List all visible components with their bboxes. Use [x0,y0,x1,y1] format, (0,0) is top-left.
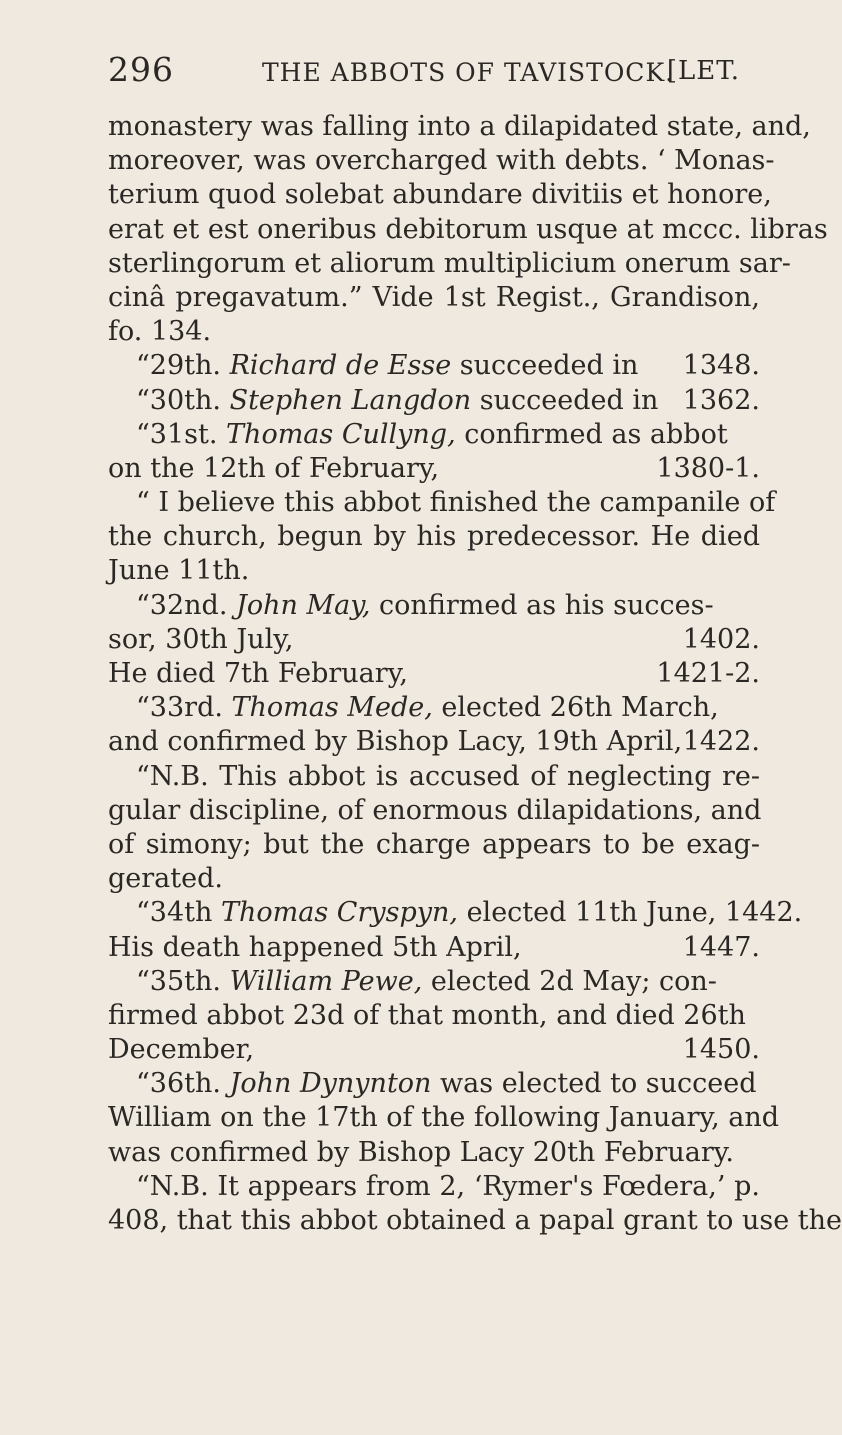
entry-detail: elected 26th March, [441,692,719,724]
abbot-entry-31 [108,418,760,452]
text-line: “N.B. It appears from 2, ‘Rymer's Fœdera,’ p. [136,1170,760,1202]
entry-year: 1380-1. [656,452,760,484]
text-line [108,1033,760,1067]
entry-text [136,384,658,418]
entry-detail: succeeded in [479,384,659,416]
text-line [108,931,760,965]
entry-number: “30th. [136,384,221,416]
entry-detail: elected 11th June, 1442. [466,897,803,929]
entry-year: 1402. [682,623,760,655]
entry-text [136,349,638,383]
entry-number: “34th [136,897,213,929]
text-line [108,452,760,486]
text-line: gerated. [108,863,223,895]
entry-detail: elected 2d May; con- [430,965,717,997]
text-line: monastery was falling into a dilapidated state, and, [108,111,811,142]
entry-detail: was elected to succeed [440,1068,757,1100]
text-line: moreover, was overcharged with debts. ‘ Monas- [108,145,775,177]
text-line: firmed abbot 23d of that month, and died 26th [108,999,746,1031]
text-line: “ I believe this abbot finished the campanile of [136,487,776,519]
text-line: terium quod solebat abundare divitiis et honore, [108,179,772,211]
abbot-entry-32 [108,589,760,623]
body-text [108,110,842,1238]
text-line: was confirmed by Bishop Lacy 20th February. [108,1136,734,1168]
entry-year: 1421-2. [656,658,760,689]
text-line: cinâ pregavatum.” Vide 1st Regist., Grandison, [108,281,760,313]
entry-detail: His death happened 5th April, [108,931,522,963]
text-line: “N.B. This abbot is accused of neglecting re- [136,760,760,792]
entry-year: 1362. [682,384,760,416]
entry-year: 1422. [682,726,760,758]
entry-detail: sor, 30th July, [108,623,294,655]
abbot-entry-30 [108,384,760,418]
entry-detail: and confirmed by Bishop Lacy, 19th April, [108,726,683,758]
text-line: the church, begun by his predecessor. He died [108,521,760,553]
page-header [108,50,740,110]
text-line: sterlingorum et aliorum multiplicium onerum sar- [108,247,791,279]
text-line: fo. 134. [108,316,212,348]
entry-detail: He died 7th February, [108,658,408,689]
entry-number: “35th. [136,965,221,997]
abbot-name: Thomas Cryspyn, [221,897,458,929]
text-line: gular discipline, of enormous dilapidations, and [108,794,762,826]
running-title: THE ABBOTS OF TAVISTOCK. [262,58,675,87]
entry-detail: on the 12th of February, [108,452,440,484]
page-number: 296 [108,50,174,89]
entry-detail: succeeded in [459,350,639,382]
abbot-name: Richard de Esse [229,350,452,382]
text-line [108,623,760,657]
text-line: June 11th. [108,555,250,587]
text-line: of simony; but the charge appears to be exag- [108,828,760,860]
abbot-entry-34 [108,896,803,930]
entry-number: “33rd. [136,692,223,724]
abbot-name: Thomas Mede, [231,692,433,724]
abbot-entry-35 [108,965,760,999]
abbot-name: John May, [236,589,371,621]
entry-detail: confirmed as abbot [464,418,728,450]
text-line [108,657,760,691]
entry-year: 1348. [682,350,760,382]
entry-number: “36th. [136,1068,221,1100]
abbot-name: Thomas Cullyng, [226,418,456,450]
text-line [108,725,760,759]
text-line: William on the 17th of the following January, and [108,1102,780,1134]
abbot-entry-33 [108,691,760,725]
entry-detail: confirmed as his succes- [379,589,714,621]
entry-number: “32nd. [136,589,228,621]
section-mark: [LET. [666,56,740,86]
abbot-entry-36 [108,1067,760,1101]
entry-year: 1450. [682,1034,760,1066]
entry-year: 1447. [682,931,760,963]
entry-number: “31st. [136,418,218,450]
entry-number: “29th. [136,350,221,382]
text-line: 408, that this abbot obtained a papal grant to use the [108,1205,842,1236]
text-line: erat et est oneribus debitorum usque at mccc. libras [108,213,828,245]
abbot-name: Stephen Langdon [229,384,472,416]
abbot-name: William Pewe, [229,965,423,997]
abbot-name: John Dynynton [229,1068,432,1100]
entry-detail: December, [108,1034,255,1066]
abbot-entry-29 [108,349,760,383]
